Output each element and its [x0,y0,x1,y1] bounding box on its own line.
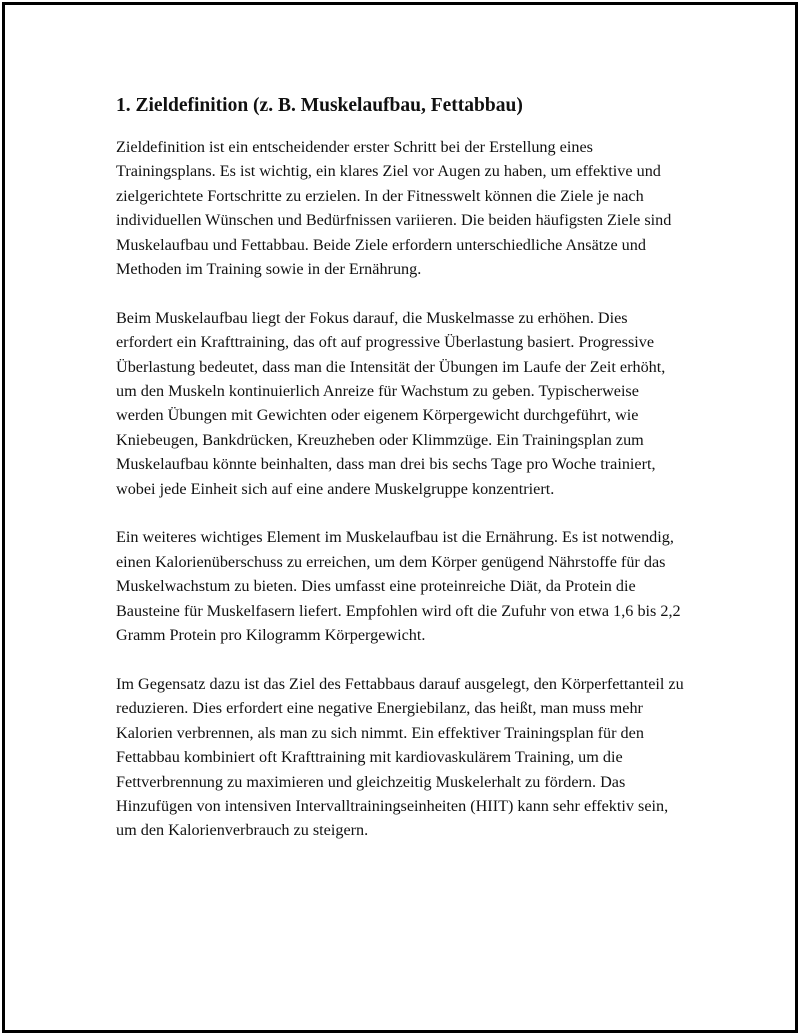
paragraph-muscle-building-nutrition: Ein weiteres wichtiges Element im Muskelaufbau ist die Ernährung. Es ist notwendig, einen Kalorienüberschuss zu erreichen, um dem Körper genügend Nährstoffe für das Muskelwachstum zu bieten. Dies umfasst eine proteinreiche Diät, da Protein die Bausteine für Muskelfasern liefert. Empfohlen wird oft die Zufuhr von etwa 1,6 bis 2,2 Gramm Protein pro Kilogramm Körpergewicht. [116,528,681,645]
section-heading: 1. Zieldefinition (z. B. Muskelaufbau, Fettabbau) [116,95,523,116]
paragraph-fat-loss: Im Gegensatz dazu ist das Ziel des Fettabbaus darauf ausgelegt, den Körperfettanteil zu reduzieren. Dies erfordert eine negative Energiebilanz, das heißt, man muss mehr Kalorien verbrennen, als man zu sich nimmt. Ein effektiver Trainingsplan für den Fettabbau kombiniert oft Krafttraining mit kardiovaskulärem Training, um die Fettverbrennung zu maximieren und gleichzeitig Muskelerhalt zu fördern. Das Hinzufügen von intensiven Intervalltrainingseinheiten (HIIT) kann sehr effektiv sein, um den Kalorienverbrauch zu steigern. [116,674,684,840]
document-body [116,92,686,867]
paragraph-muscle-building-training: Beim Muskelaufbau liegt der Fokus darauf, die Muskelmasse zu erhöhen. Dies erfordert ein Krafttraining, das oft auf progressive Überlastung basiert. Progressive Überlastung bedeutet, dass man die Intensität der Übungen im Laufe der Zeit erhöht, um den Muskeln kontinuierlich Anreize für Wachstum zu geben. Typischerweise werden Übungen mit Gewichten oder eigenem Körpergewicht durchgeführt, wie Kniebeugen, Bankdrücken, Kreuzheben oder Klimmzüge. Ein Trainingsplan zum Muskelaufbau könnte beinhalten, dass man drei bis sechs Tage pro Woche trainiert, wobei jede Einheit sich auf eine andere Muskelgruppe konzentriert. [116,308,666,498]
paragraph-goal-definition: Zieldefinition ist ein entscheidender erster Schritt bei der Erstellung eines Trainingsplans. Es ist wichtig, ein klares Ziel vor Augen zu haben, um effektive und zielgerichtete Fortschritte zu erzielen. In der Fitnesswelt können die Ziele je nach individuellen Wünschen und Bedürfnissen variieren. Die beiden häufigsten Ziele sind Muskelaufbau und Fettabbau. Beide Ziele erfordern unterschiedliche Ansätze und Methoden im Training sowie in der Ernährung. [116,138,672,279]
